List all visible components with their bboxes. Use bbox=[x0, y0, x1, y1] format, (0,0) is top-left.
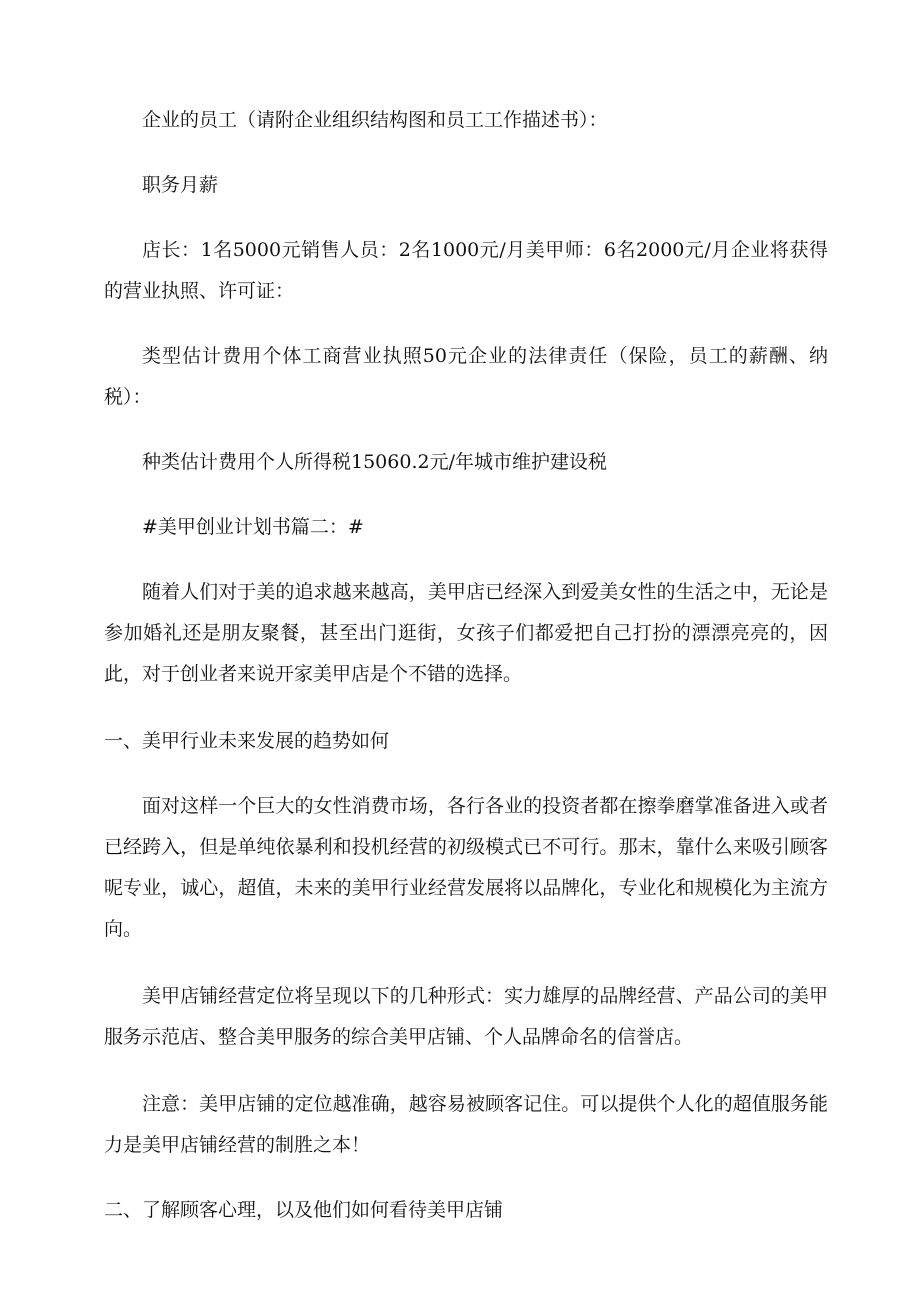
paragraph-note: 注意：美甲店铺的定位越准确，越容易被顾客记住。可以提供个人化的超值服务能力是美甲店铺经营的制胜之本！ bbox=[104, 1093, 828, 1156]
paragraph-section-heading: #美甲创业计划书篇二：# bbox=[142, 516, 364, 538]
paragraph-positioning: 美甲店铺经营定位将呈现以下的几种形式：实力雄厚的品牌经营、产品公司的美甲服务示范店、整合美甲服务的综合美甲店铺、个人品牌命名的信誉店。 bbox=[104, 985, 828, 1048]
paragraph-position-salary: 职务月薪 bbox=[142, 174, 219, 196]
paragraph-staff-list: 店长：1名5000元销售人员：2名1000元/月美甲师：6名2000元/月企业将获得的营业执照、许可证： bbox=[104, 239, 828, 302]
heading-industry-trend: 一、美甲行业未来发展的趋势如何 bbox=[104, 730, 390, 752]
document-body bbox=[104, 100, 828, 1231]
paragraph-intro: 随着人们对于美的追求越来越高，美甲店已经深入到爱美女性的生活之中，无论是参加婚礼还是朋友聚餐，甚至出门逛街，女孩子们都爱把自己打扮的漂漂亮亮的，因此，对于创业者来说开家美甲店是个不错的选择。 bbox=[104, 581, 828, 685]
paragraph-staff: 企业的员工（请附企业组织结构图和员工工作描述书）： bbox=[142, 109, 608, 131]
paragraph-tax: 种类估计费用个人所得税15060.2元/年城市维护建设税 bbox=[142, 451, 607, 473]
paragraph-market: 面对这样一个巨大的女性消费市场，各行各业的投资者都在擦拳磨掌准备进入或者已经跨入，但是单纯依暴利和投机经营的初级模式已不可行。那末，靠什么来吸引顾客呢专业，诚心，超值，未来的美甲行业经营发展将以品牌化，专业化和规模化为主流方向。 bbox=[104, 795, 828, 940]
heading-customer-psychology: 二、了解顾客心理，以及他们如何看待美甲店铺 bbox=[104, 1199, 504, 1221]
paragraph-license-cost: 类型估计费用个体工商营业执照50元企业的法律责任（保险，员工的薪酬、纳税）： bbox=[104, 345, 828, 408]
